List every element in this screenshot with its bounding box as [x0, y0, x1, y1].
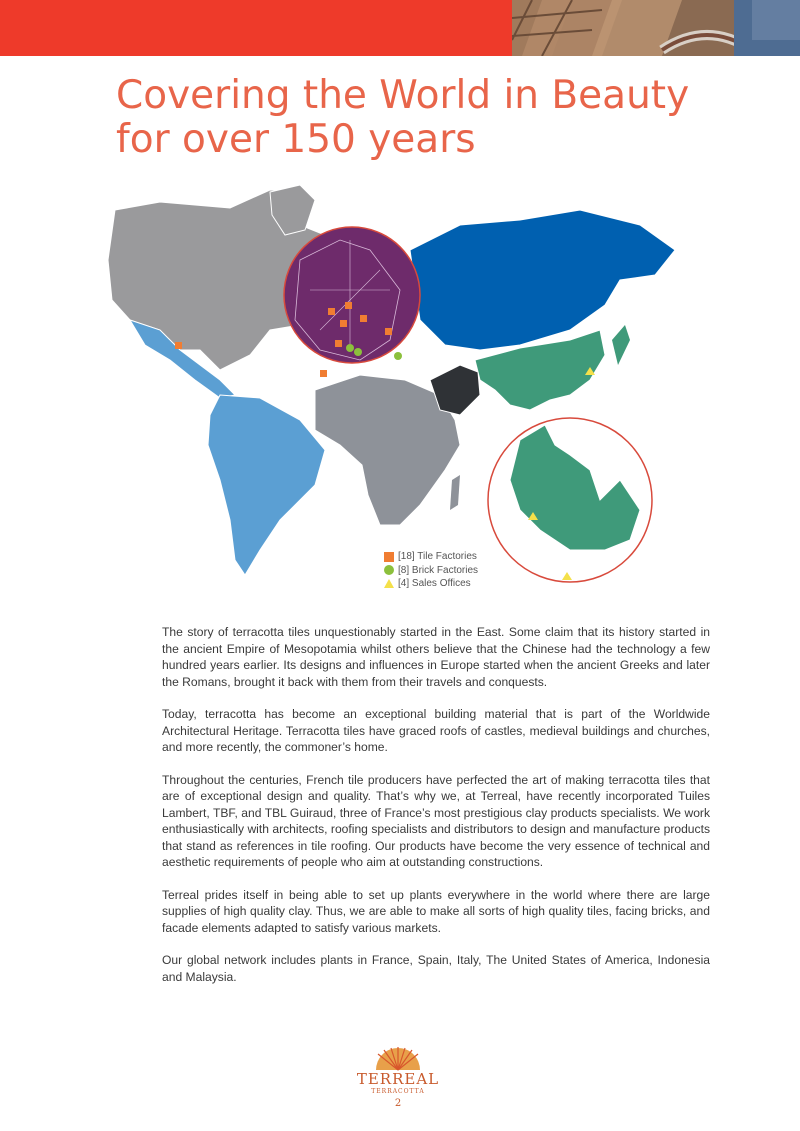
tile-factory-marker [385, 328, 392, 335]
tile-factory-marker [360, 315, 367, 322]
body-text [162, 624, 710, 1001]
title-line-1: Covering the World in Beauty [116, 73, 690, 118]
paragraph: Today, terracotta has become an exceptional building material that is part of the Worldwide Architectural Heritage. Terracotta tiles have graced roofs of castles, medieval buildings and churches, and more recently, the commoner’s home. [162, 707, 710, 754]
triangle-icon [384, 579, 394, 588]
world-map [100, 180, 710, 590]
russia-region [410, 210, 675, 350]
roof-tiles-photo [512, 0, 800, 56]
sunburst-icon [348, 1040, 448, 1072]
brick-factory-marker [394, 352, 402, 360]
madagascar [450, 475, 460, 510]
tile-factory-marker [340, 320, 347, 327]
legend-item-sales [384, 577, 478, 591]
title-line-2: for over 150 years [116, 117, 476, 162]
circle-icon [384, 565, 394, 575]
tile-factory-marker [320, 370, 327, 377]
brick-factory-marker [354, 348, 362, 356]
paragraph: Throughout the centuries, French tile producers have perfected the art of making terracotta tiles that are of exceptional design and quality. That’s why we, at Terreal, have recently incorporated Tuiles Lambert, TBF, and TBL Guiraud, three of France’s most prestigious clay products specialists. We work enthusiastically with architects, roofing specialists and distributors to design and manufacture products that stand as references in tile roofing. Our products have become the very essence of technical and aesthetic requirements of people who aim at outstanding constructions. [162, 772, 710, 869]
logo-subtitle: TERRACOTTA [371, 1088, 425, 1095]
paragraph: Our global network includes plants in France, Spain, Italy, The United States of America, Indonesia and Malaysia. [162, 953, 710, 984]
tile-factory-marker [345, 302, 352, 309]
paragraph: The story of terracotta tiles unquestionably started in the East. Some claim that its history started in the ancient Empire of Mesopotamia whilst others believe that the Chinese had the technology a few hundred years earlier. Its designs and influences in Europe started when the ancient Greeks and later the Romans, brought it back with them from their travels and conquests. [162, 625, 710, 689]
legend-item-brick [384, 564, 478, 578]
map-legend [384, 550, 478, 591]
legend-item-tile [384, 550, 478, 564]
legend-label: [8] Brick Factories [398, 564, 479, 576]
page-title [116, 74, 689, 162]
brick-factory-marker [346, 344, 354, 352]
page-number: 2 [394, 1098, 402, 1109]
tile-factory-marker [175, 342, 182, 349]
square-icon [384, 552, 394, 562]
legend-label: [4] Sales Offices [398, 578, 471, 589]
tile-factory-marker [335, 340, 342, 347]
south-america-region [208, 395, 325, 575]
japan [612, 325, 630, 365]
terreal-logo [348, 1040, 448, 1120]
europe-inset [284, 227, 420, 363]
tile-factory-marker [328, 308, 335, 315]
legend-label: [18] Tile Factories [398, 551, 477, 562]
logo-name: TERREAL [356, 1070, 440, 1088]
paragraph: Terreal prides itself in being able to set up plants everywhere in the world where there are large supplies of high quality clay. Thus, we are able to make all sorts of high quality tiles, facing bricks, and facade elements adapted to satisfy various markets. [162, 887, 710, 935]
